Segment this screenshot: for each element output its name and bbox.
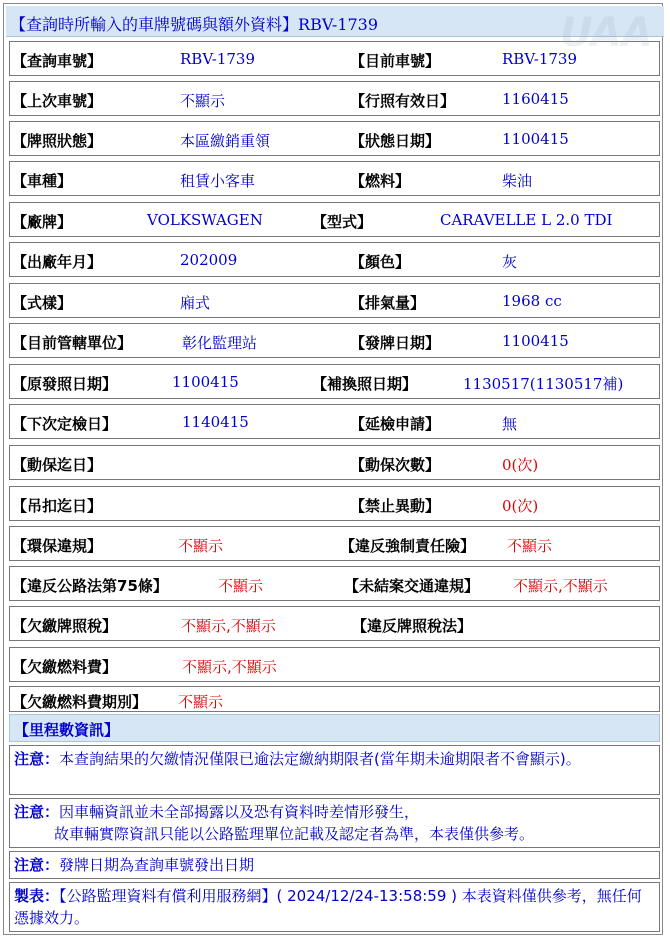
info-row (9, 283, 660, 318)
field-label: 【目前管轄單位】 (12, 334, 133, 352)
fuel-fee-period-label: 【欠繳燃料費期別】 (12, 693, 148, 711)
field-value: 不顯示 (178, 537, 224, 555)
field-value: RBV-1739 (502, 50, 578, 68)
field-value: 柴油 (502, 172, 533, 190)
info-row (9, 606, 660, 641)
note-disclosure (9, 798, 660, 848)
note-label: 製表： (14, 887, 60, 905)
field-label: 【燃料】 (350, 172, 411, 190)
field-label: 【欠繳燃料費】 (12, 658, 118, 676)
info-row (9, 566, 660, 601)
field-value: 不顯示 (218, 577, 264, 595)
field-value: 不顯示,不顯示 (182, 658, 277, 676)
info-row (9, 364, 660, 399)
note-text: 本查詢結果的欠繳情況僅限已逾法定繳納期限者(當年期未逾期限者不會顯示)。 (59, 750, 581, 768)
field-value: 1100415 (502, 332, 569, 350)
info-row (9, 121, 660, 156)
field-label: 【排氣量】 (350, 294, 426, 312)
field-label: 【違反牌照稅法】 (352, 617, 473, 635)
info-row (9, 445, 660, 480)
field-label: 【違反公路法第75條】 (12, 577, 168, 595)
field-value: RBV-1739 (180, 50, 256, 68)
field-label: 【牌照狀態】 (12, 132, 103, 150)
field-label: 【查詢車號】 (12, 52, 103, 70)
field-value: 不顯示 (507, 537, 553, 555)
note-text: 【公路監理資料有償利用服務網】( 2024/12/24-13:58:59 ) 本表資料僅供參考，無任何憑據效力。 (14, 887, 642, 927)
title-prefix: 【查詢時所輸入的車牌號碼與額外資料】 (10, 15, 299, 34)
field-value: 不顯示,不顯示 (181, 617, 276, 635)
field-label: 【發牌日期】 (350, 334, 441, 352)
field-label: 【狀態日期】 (350, 132, 441, 150)
note-text-line1: 因車輛資訊並未全部揭露以及恐有資料時差情形發生， (59, 803, 420, 821)
fuel-fee-period-value: 不顯示 (178, 693, 224, 711)
field-label: 【欠繳牌照稅】 (12, 617, 118, 635)
field-label: 【環保違規】 (12, 537, 103, 555)
info-row (9, 323, 660, 358)
field-label: 【動保迄日】 (12, 456, 103, 474)
info-row (9, 486, 660, 521)
note-arrears (9, 745, 660, 795)
note-text: 發牌日期為查詢車號發出日期 (59, 856, 255, 874)
field-value: 廂式 (180, 294, 211, 312)
field-label: 【原發照日期】 (12, 375, 118, 393)
field-label: 【補換照日期】 (312, 375, 418, 393)
field-label: 【上次車號】 (12, 92, 103, 110)
note-label: 注意： (14, 803, 60, 821)
note-issue-date (9, 851, 660, 879)
note-label: 注意： (14, 750, 60, 768)
field-label: 【顏色】 (350, 253, 411, 271)
field-label: 【延檢申請】 (350, 415, 441, 433)
info-row (9, 242, 660, 277)
info-row (9, 41, 660, 76)
field-value: 彰化監理站 (182, 334, 258, 352)
field-value: 灰 (502, 253, 518, 271)
field-label: 【動保次數】 (350, 456, 441, 474)
info-row (9, 81, 660, 116)
mileage-section-header (9, 714, 660, 742)
note-generated-by (9, 882, 660, 932)
field-value: 1140415 (182, 413, 249, 431)
field-label: 【型式】 (312, 213, 373, 231)
field-value: 不顯示,不顯示 (513, 577, 608, 595)
info-row (9, 404, 660, 439)
fuel-fee-period-row (9, 686, 660, 712)
field-value: 202009 (180, 251, 238, 269)
field-label: 【違反強制責任險】 (340, 537, 476, 555)
field-value: 1968 cc (502, 292, 562, 310)
field-value: 不顯示 (180, 92, 226, 110)
report-title (10, 12, 378, 35)
field-value: 無 (502, 415, 518, 433)
info-row (9, 647, 660, 682)
note-label: 注意： (14, 856, 60, 874)
field-label: 【目前車號】 (350, 52, 441, 70)
field-label: 【廠牌】 (12, 213, 73, 231)
field-value: 0(次) (502, 456, 539, 474)
field-value: 1100415 (502, 130, 569, 148)
field-label: 【吊扣迄日】 (12, 497, 103, 515)
field-label: 【車種】 (12, 172, 73, 190)
field-label: 【行照有效日】 (350, 92, 456, 110)
info-row (9, 526, 660, 561)
info-row (9, 161, 660, 196)
field-label: 【出廠年月】 (12, 253, 103, 271)
field-value: 1160415 (502, 90, 569, 108)
title-plate: RBV-1739 (298, 15, 379, 34)
field-value: 1130517(1130517補) (463, 375, 624, 393)
field-label: 【下次定檢日】 (12, 415, 118, 433)
field-value: VOLKSWAGEN (147, 211, 263, 229)
field-label: 【式樣】 (12, 294, 73, 312)
field-value: 1100415 (172, 373, 239, 391)
field-value: 租賃小客車 (180, 172, 256, 190)
info-row (9, 202, 660, 237)
report-title-bar (6, 6, 664, 37)
field-value: CARAVELLE L 2.0 TDI (440, 211, 613, 229)
mileage-label: 【里程數資訊】 (14, 721, 120, 739)
field-value: 0(次) (502, 497, 539, 515)
note-text-line2: 故車輛實際資訊只能以公路監理單位記載及認定者為準，本表僅供參考。 (54, 825, 535, 843)
field-label: 【未結案交通違規】 (344, 577, 480, 595)
field-value: 本區繳銷重領 (180, 132, 271, 150)
field-label: 【禁止異動】 (350, 497, 441, 515)
